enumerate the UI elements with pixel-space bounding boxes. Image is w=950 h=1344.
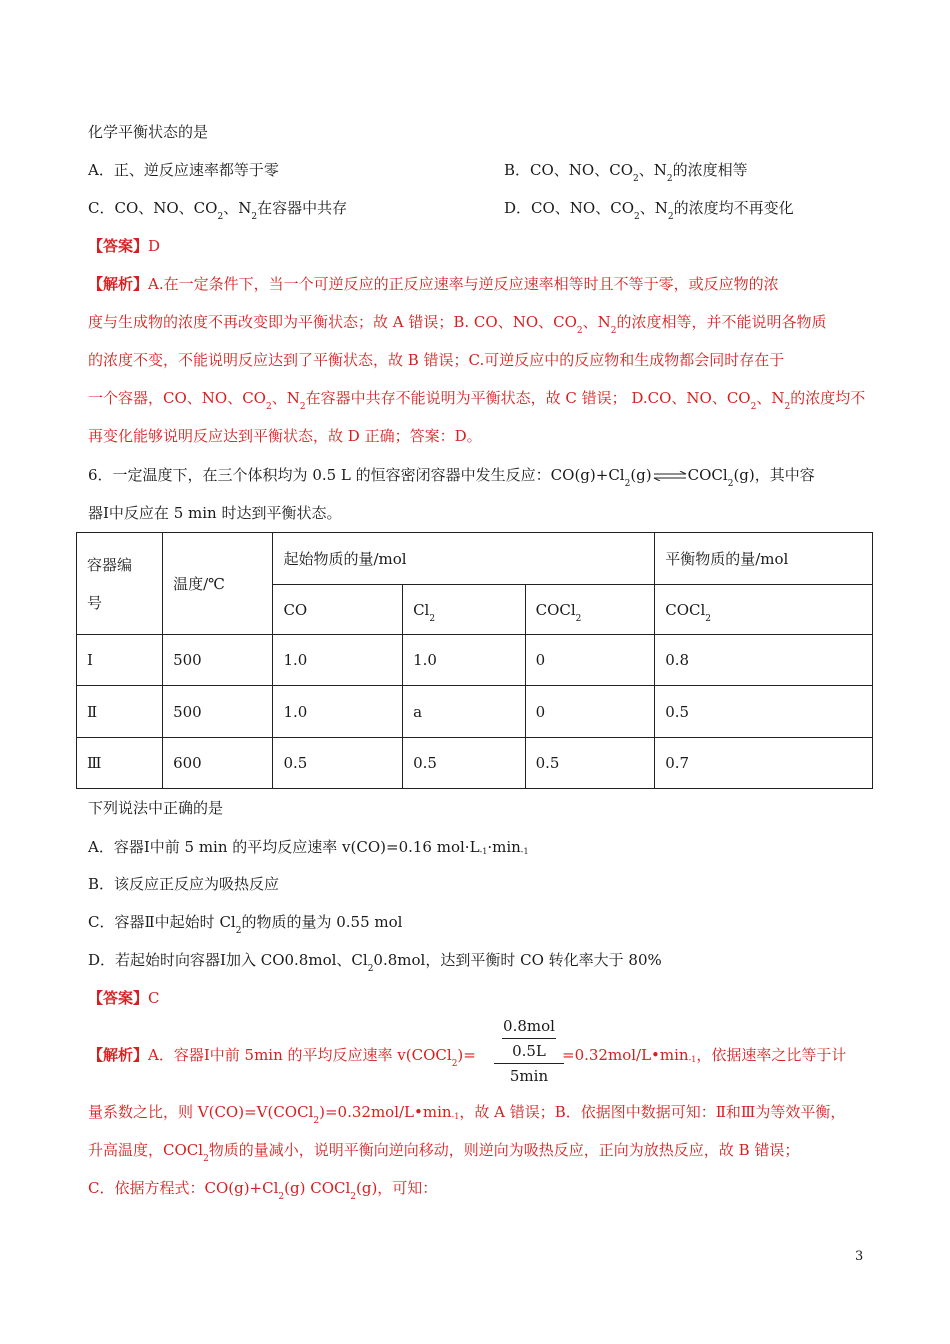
q5-option-b: B．CO、NO、$CO_2$、$N_2$的浓度相等 [504, 161, 748, 184]
q5-option-d: D．CO、NO、$CO_2$、$N_2$的浓度均不再变化 [504, 199, 794, 222]
header-container-no: 容器编 号 [77, 533, 163, 635]
cell-no: Ⅲ [77, 738, 163, 789]
q6-ask: 下列说法中正确的是 [88, 799, 224, 817]
table-row [77, 738, 873, 789]
cell-no: Ⅱ [77, 686, 163, 738]
header-cl2: $Cl_2$ [403, 585, 526, 635]
cell-eq: 0.8 [655, 635, 873, 686]
header-cocl2-eq: COCl$_2$ [655, 585, 873, 635]
data-table [76, 532, 873, 789]
q5-analysis-line-5: 再变化能够说明反应达到平衡状态，故 D 正确；答案：D。 [88, 427, 482, 445]
cell-cocl2: 0 [525, 635, 655, 686]
q6-option-c: C．容器Ⅱ中起始时 $Cl_2$的物质的量为 0.55 mol [88, 913, 403, 936]
cell-cl2: 0.5 [403, 738, 526, 789]
cell-temp: 500 [163, 635, 273, 686]
equilibrium-arrow-icon [653, 471, 687, 481]
cell-eq: 0.5 [655, 686, 873, 738]
q6-option-d: D．若起始时向容器Ⅰ加入 CO0.8mol、$Cl_20.8mol$，达到平衡时 CO 转化率大于 80% [88, 951, 662, 974]
cell-eq: 0.7 [655, 738, 873, 789]
q6-stem-line-2: 器Ⅰ中反应在 5 min 时达到平衡状态。 [88, 504, 342, 522]
cell-cl2: a [403, 686, 526, 738]
cell-cl2: 1.0 [403, 635, 526, 686]
fraction-inner-denominator: 0.5L [512, 1042, 546, 1060]
q6-option-a: A．容器Ⅰ中前 5 min 的平均反应速率 v(CO)=0.16 $mol\cdot L^{-1}\cdot\min^{-1}$ [88, 838, 529, 856]
q5-analysis-line-3: 的浓度不变，不能说明反应达到了平衡状态，故 B 错误；C.可逆反应中的反应物和生成物都会同时存在于 [88, 351, 785, 369]
q6-answer: 【答案】C [88, 989, 160, 1007]
header-initial-amount: 起始物质的量/mol [273, 533, 655, 585]
header-equilibrium-amount: 平衡物质的量/mol [655, 533, 873, 585]
q6-analysis-line-3: 升高温度，COCl$_2$物质的量减小，说明平衡向逆向移动，则逆向为吸热反应，正向为放热反应，故 B 错误； [88, 1141, 800, 1164]
fraction-numerator: 0.8mol [503, 1017, 555, 1035]
q6-analysis-line-2: 量系数之比，则 $V(CO)=V(COCl_2)=0.32mol/L•\min^{-1}$，故 A 错误；B．依据图中数据可知：Ⅱ和Ⅲ为等效平衡， [88, 1103, 846, 1126]
q5-option-c: C．CO、NO、$CO_2$、$N_2$在容器中共存 [88, 199, 348, 222]
q5-answer: 【答案】D [88, 237, 161, 255]
q5-option-a: A．正、逆反应速率都等于零 [88, 161, 279, 179]
table-row [77, 635, 873, 686]
q5-analysis-line-4: 一个容器，CO、NO、$CO_2$、$N_2$在容器中共存不能说明为平衡状态，故 C 错误； D.CO、NO、$CO_2$、$N_2$的浓度均不 [88, 389, 866, 412]
fraction-denominator-time: 5min [509, 1067, 549, 1085]
table-header-row [77, 533, 873, 585]
cell-temp: 600 [163, 738, 273, 789]
q6-analysis-line-4: C．依据方程式：$CO(g)+Cl_2(g)$ COCl$_2$(g)，可知： [88, 1179, 438, 1202]
header-co: CO [273, 585, 403, 635]
header-cocl2: COCl$_2$ [525, 585, 655, 635]
header-temperature: 温度/℃ [163, 533, 273, 635]
q6-analysis-line-1: 【解析】A．容器Ⅰ中前 5min 的平均反应速率 v(COCl$_2$)= $=0.32mol/L•\min^{-1}$，依据速率之比等于计 [88, 1046, 847, 1069]
cell-co: 1.0 [273, 686, 403, 738]
cell-cocl2: 0 [525, 686, 655, 738]
page-number: 3 [855, 1249, 864, 1264]
q6-option-b: B．该反应正反应为吸热反应 [88, 875, 280, 893]
cell-co: 1.0 [273, 635, 403, 686]
q5-options-row-2 [88, 198, 868, 222]
cell-cocl2: 0.5 [525, 738, 655, 789]
q6-stem-line-1: 6．一定温度下，在三个体积均为 0.5 L 的恒容密闭容器中发生反应：$CO(g)+Cl_2(g)$ COCl$_2$(g)，其中容 [88, 466, 815, 489]
table-row [77, 686, 873, 738]
cell-no: Ⅰ [77, 635, 163, 686]
cell-temp: 500 [163, 686, 273, 738]
cell-co: 0.5 [273, 738, 403, 789]
q5-analysis-line-1: 【解析】A.在一定条件下，当一个可逆反应的正反应速率与逆反应速率相等时且不等于零，或反应物的浓 [88, 275, 779, 293]
q5-analysis-line-2: 度与生成物的浓度不再改变即为平衡状态；故 A 错误；B. CO、NO、$CO_2$、$N_2$的浓度相等，并不能说明各物质 [88, 313, 827, 336]
q5-options-row-1 [88, 160, 868, 184]
q5-stem-tail: 化学平衡状态的是 [88, 123, 209, 141]
